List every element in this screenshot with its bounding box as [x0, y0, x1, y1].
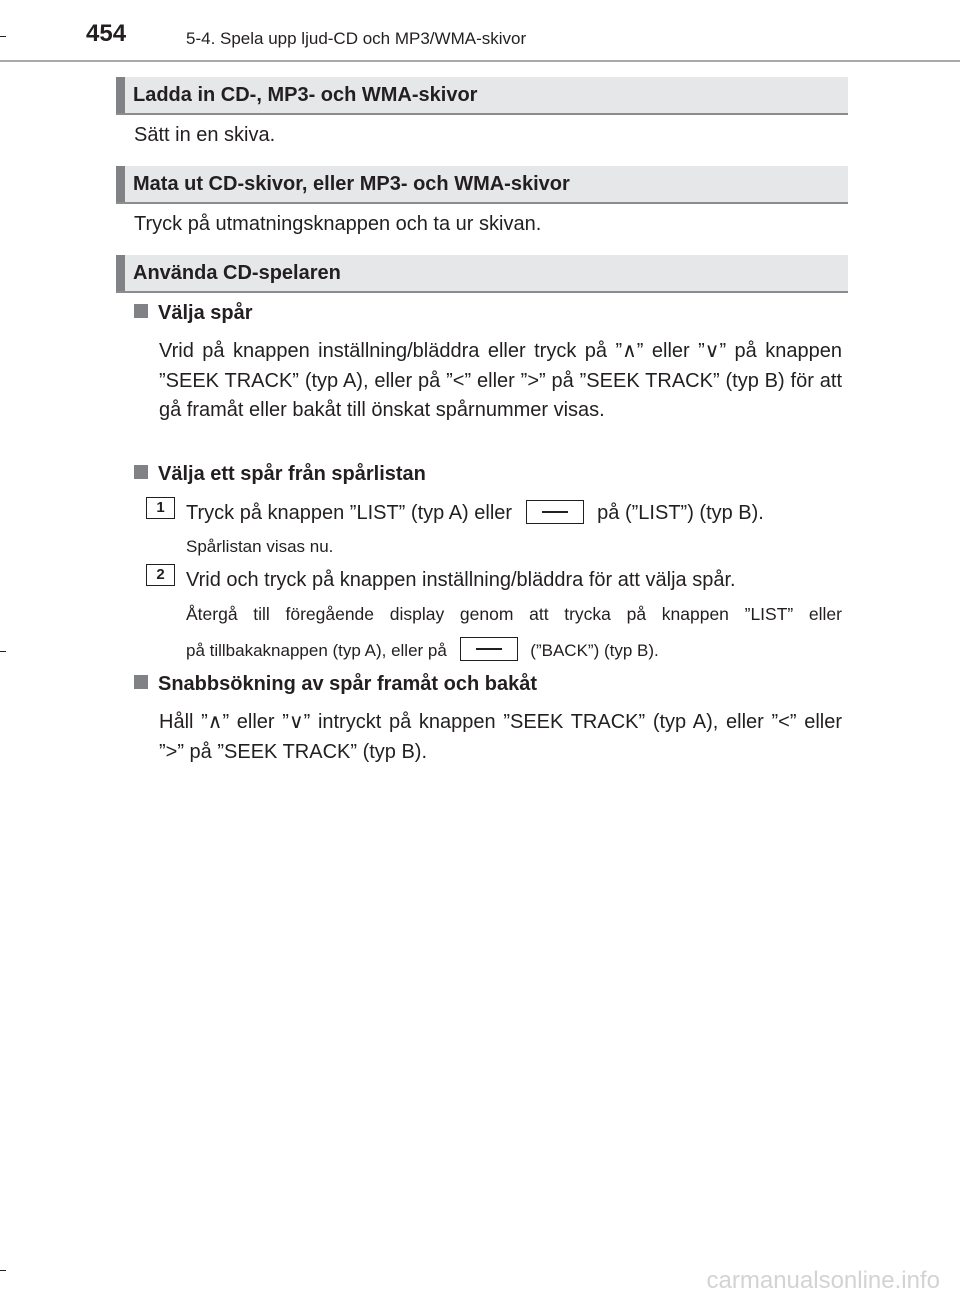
crop-mark: [0, 36, 6, 37]
step-1-note: Spårlistan visas nu.: [186, 537, 334, 556]
heading-bar: [116, 166, 125, 202]
section-heading-label: Använda CD-spelaren: [133, 262, 341, 284]
footer-watermark: carmanualsonline.info: [706, 1267, 940, 1294]
crop-mark: [0, 651, 6, 652]
subheading-track-list: [134, 463, 426, 486]
subheading-select-track: [134, 302, 253, 325]
list-key-icon: [526, 500, 584, 524]
subheading-fast-search: [134, 673, 537, 696]
step-2-text: Vrid och tryck på knappen inställning/bläddra för att välja spår.: [186, 569, 736, 591]
page-number: 454: [86, 20, 127, 47]
back-key-icon: [460, 637, 518, 661]
crop-mark: [0, 1270, 6, 1271]
bullet-square-icon: [134, 465, 148, 479]
section-heading-label: Mata ut CD-skivor, eller MP3- och WMA-skivor: [133, 173, 570, 195]
bullet-square-icon: [134, 304, 148, 318]
step-number-1: 1: [146, 497, 175, 519]
fast-search-text: Håll ”∧” eller ”∨” intryckt på knappen ”SEEK TRACK” (typ A), eller ”<” eller ”>” på ”SEEK TRACK” (typ B).: [159, 711, 842, 763]
select-track-text: Vrid på knappen inställning/bläddra eller tryck på ”∧” eller ”∨” på knappen ”SEEK TRACK” (typ A), eller på ”<” eller ”>” på ”SEEK TRACK” (typ B) för att gå framåt eller bakåt till önskat spårnummer visas.: [159, 340, 842, 421]
step-2-note-text-a: på tillbakaknappen (typ A), eller på: [186, 641, 447, 660]
subheading-label: Snabbsökning av spår framåt och bakåt: [158, 673, 537, 695]
heading-bar: [116, 77, 125, 113]
step-1-text-a: Tryck på knappen ”LIST” (typ A) eller: [186, 502, 513, 524]
subheading-label: Välja ett spår från spårlistan: [158, 463, 426, 485]
chapter-title: 5-4. Spela upp ljud-CD och MP3/WMA-skivor: [186, 29, 527, 48]
step-number-2: 2: [146, 564, 175, 586]
step-2-note-line-1: Återgå till föregående display genom att trycka på knappen ”LIST” eller: [186, 604, 842, 624]
section-heading-label: Ladda in CD-, MP3- och WMA-skivor: [133, 84, 478, 106]
load-instruction: Sätt in en skiva.: [134, 124, 276, 146]
header-divider: [0, 60, 960, 62]
step-1-text: [186, 499, 764, 527]
section-heading-cd-player: [116, 255, 848, 293]
step-2-note-line-2: [186, 637, 659, 664]
section-heading-eject: [116, 166, 848, 204]
step-2-note-text-b: (”BACK”) (typ B).: [530, 641, 659, 660]
step-1-text-b: på (”LIST”) (typ B).: [597, 502, 764, 524]
section-heading-load: [116, 77, 848, 115]
bullet-square-icon: [134, 675, 148, 689]
subheading-label: Välja spår: [158, 302, 253, 324]
heading-bar: [116, 255, 125, 291]
eject-instruction: Tryck på utmatningsknappen och ta ur skivan.: [134, 213, 542, 235]
